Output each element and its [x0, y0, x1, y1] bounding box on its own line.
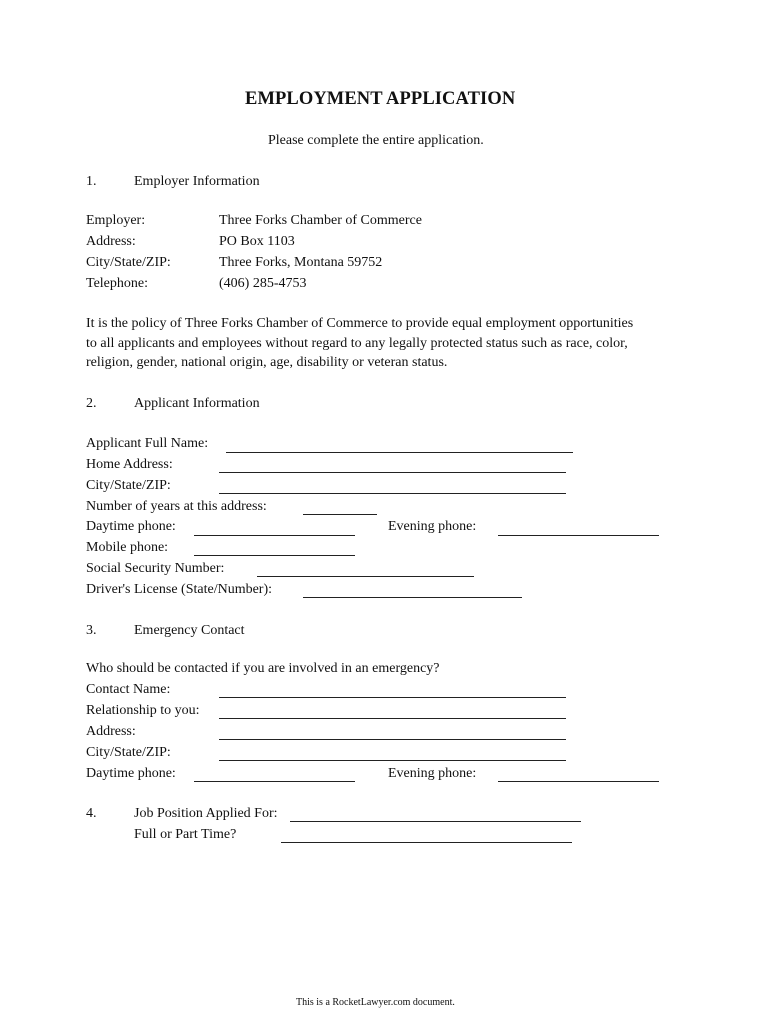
years-at-address-field[interactable] [303, 514, 377, 515]
job-position-field[interactable] [290, 821, 581, 822]
employer-label: Employer: [86, 213, 146, 228]
drivers-license-field[interactable] [303, 597, 522, 598]
drivers-license-label: Driver's License (State/Number): [86, 582, 273, 597]
applicant-city-label: City/State/ZIP: [86, 478, 171, 493]
policy-text-line: It is the policy of Three Forks Chamber of Commerce to provide equal employment opportunities [86, 316, 634, 331]
applicant-city-field[interactable] [219, 493, 566, 494]
contact-name-label: Contact Name: [86, 682, 171, 697]
section-heading: Employer Information [134, 174, 260, 189]
policy-text-line: to all applicants and employees without regard to any legally protected status such as race, color, [86, 336, 628, 351]
employer-phone-value: (406) 285-4753 [219, 276, 307, 291]
emergency-evening-phone-label: Evening phone: [388, 766, 477, 781]
section-number: 3. [86, 623, 97, 638]
relationship-label: Relationship to you: [86, 703, 200, 718]
applicant-name-field[interactable] [226, 452, 573, 453]
job-position-label: Job Position Applied For: [134, 806, 278, 821]
section-number: 2. [86, 396, 97, 411]
section-number: 1. [86, 174, 97, 189]
emergency-city-field[interactable] [219, 760, 566, 761]
footer-text: This is a RocketLawyer.com document. [296, 997, 455, 1008]
emergency-daytime-phone-field[interactable] [194, 781, 355, 782]
mobile-phone-field[interactable] [194, 555, 355, 556]
section-heading: Applicant Information [134, 396, 260, 411]
employer-phone-label: Telephone: [86, 276, 148, 291]
page-title: EMPLOYMENT APPLICATION [245, 89, 516, 109]
applicant-evening-phone-field[interactable] [498, 535, 659, 536]
full-part-time-field[interactable] [281, 842, 572, 843]
employer-address-value: PO Box 1103 [219, 234, 295, 249]
years-at-address-label: Number of years at this address: [86, 499, 267, 514]
policy-text-line: religion, gender, national origin, age, disability or veteran status. [86, 355, 448, 370]
section-number: 4. [86, 806, 97, 821]
emergency-address-field[interactable] [219, 739, 566, 740]
subtitle: Please complete the entire application. [268, 133, 484, 148]
applicant-daytime-phone-label: Daytime phone: [86, 519, 176, 534]
section-heading: Emergency Contact [134, 623, 245, 638]
contact-name-field[interactable] [219, 697, 566, 698]
ssn-label: Social Security Number: [86, 561, 225, 576]
emergency-city-label: City/State/ZIP: [86, 745, 171, 760]
employer-city-value: Three Forks, Montana 59752 [219, 255, 383, 270]
employer-city-label: City/State/ZIP: [86, 255, 171, 270]
emergency-question: Who should be contacted if you are involved in an emergency? [86, 661, 440, 676]
ssn-field[interactable] [257, 576, 474, 577]
emergency-evening-phone-field[interactable] [498, 781, 659, 782]
full-part-time-label: Full or Part Time? [134, 827, 237, 842]
applicant-evening-phone-label: Evening phone: [388, 519, 477, 534]
employer-address-label: Address: [86, 234, 136, 249]
relationship-field[interactable] [219, 718, 566, 719]
employer-value: Three Forks Chamber of Commerce [219, 213, 422, 228]
home-address-field[interactable] [219, 472, 566, 473]
mobile-phone-label: Mobile phone: [86, 540, 169, 555]
home-address-label: Home Address: [86, 457, 173, 472]
emergency-daytime-phone-label: Daytime phone: [86, 766, 176, 781]
applicant-name-label: Applicant Full Name: [86, 436, 209, 451]
applicant-daytime-phone-field[interactable] [194, 535, 355, 536]
emergency-address-label: Address: [86, 724, 136, 739]
